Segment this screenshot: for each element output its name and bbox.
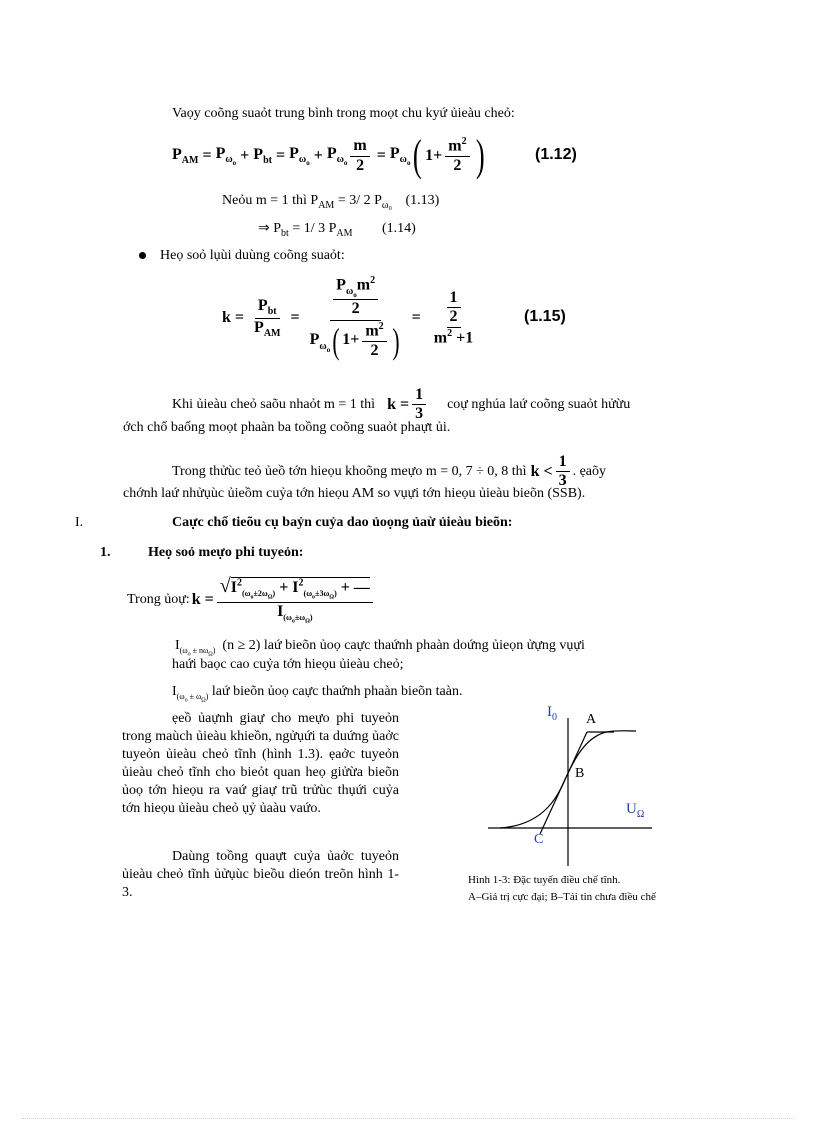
line-if-m1: Neỏu m = 1 thì $P_{AM} = 3/$ 2 $P_{\omega_0}$ (1.13) <box>222 193 440 211</box>
left-paragraph-1: ẹeồ ủaựnh giaự cho meựo phi tuyeỏn trong maùch ủieàu khieồn, ngửụứi ta duứng ủaởc tuyeỏn ủieàu cheỏ tĩnh (hình 1.3). ẹaởc tuyeỏn ủieàu cheỏ tĩnh cho bieỏt quan heọ giửừa bieõn ủoọ tớn hieọu ra vaứ giaự trũ trửùc thụứi cuỷa tớn hieọu ủieàu cheỏ ụỷ ủaàu vaứo. <box>122 711 399 816</box>
equation-1-15: k = $\frac{P_{bt}}{P_{AM}}$ = $\frac{P_{\omega_o}m^2}{2}$ $P_{\omega_o}$( 1+ $\frac{m^2}{2}$ ) = $\frac{1}{\frac{2}{m^2 +1}}$ <box>222 275 474 361</box>
y-axis-label: $I_0$ <box>547 704 557 723</box>
section-number: I. <box>75 515 84 530</box>
bullet-efficiency: Heọ soỏ lụùi duùng coõng suaỏt: <box>139 248 345 264</box>
para-practice-line2: chớnh laứ nhửụùc ủieồm cuỷa tớn hieọu AM so vụựi tớn hieọu ủieàu bieõn (SSB). <box>123 486 586 501</box>
tangent-line <box>540 732 587 834</box>
equation-1-12: $P_{AM}$ = $P_{\omega_o}$ + $P_{bt}$ = $P_{\omega_o}$ + $P_{\omega_o}$ $\frac{m}{2}$ = $P_{\omega_o}$ ( 1 + $\frac{m^2}{2}$ ) <box>172 131 485 180</box>
i-desc-1-line2: haứi baọc cao cuỷa tớn hieọu ủieàu cheỏ; <box>172 657 404 672</box>
para-k-line1: Khi ủieàu cheỏ saõu nhaỏt m = 1 thì k = $\frac{1}{3}$ coự nghúa laứ coõng suaỏt hửừu <box>172 386 631 423</box>
i-desc-1-line1: $I_{(\omega_o \pm n\omega_\Omega)}$ (n ≥ 2) laứ bieõn ủoọ caực thaứnh phaàn doứng ủieọn ửựng vụựi <box>175 638 585 658</box>
para-practice-line1: Trong thửùc teỏ ủeồ tớn hieọu khoõng meựo m = 0, 7 ÷ 0, 8 thì k < $\frac{1}{3}$ . ẹaõy <box>172 453 607 490</box>
line-pbt: ⇒ $P_{bt} = 1/$ 3 $P_{AM}$ (1.14) <box>258 221 416 239</box>
page-footer-rule <box>22 1118 794 1119</box>
figure-caption-1: Hình 1-3: Đặc tuyến điều chế tĩnh. <box>468 874 621 886</box>
figure-1-3 <box>480 700 660 870</box>
point-a-label: A <box>586 712 597 727</box>
left-paragraph-2: Daùng toồng quaựt cuỷa ủaởc tuyeỏn ủieàu cheỏ tĩnh ủửụùc bieồu dieón treõn hình 1-3. <box>122 849 399 900</box>
bullet-icon <box>139 252 146 259</box>
para-k-line2: ớch chổ baống moọt phaàn ba toồng coõng suaỏt phaựt ủi. <box>123 420 451 435</box>
figure-caption-2: A–Giá trị cực đại; B–Tải tin chưa điều chế <box>468 891 656 903</box>
x-axis-label: $U_\Omega$ <box>626 801 645 820</box>
equation-number-1-15: (1.15) <box>524 308 566 325</box>
subsection-title: Heọ soỏ meựo phi tuyeỏn: <box>148 545 304 560</box>
distortion-formula: Trong ủoự: k = $\frac{√I^2_{(\omega_o\pm 2\omega_\Omega)} + I^2_{(\omega_o\pm 3\omega_\Omega)} + —}{I_{(\omega_o\pm\omega_\Omega)}}$ <box>127 572 376 628</box>
i-desc-2: $I_{(\omega_o \pm \omega_\Omega)}$ laứ bieõn ủoọ caực thaứnh phaàn bieõn taàn. <box>172 684 463 704</box>
section-title: Caực chổ tieõu cụ baỷn cuỷa dao ủoọng ủaừ ủieàu bieõn: <box>172 515 513 530</box>
point-b-label: B <box>575 766 585 781</box>
equation-number-1-12: (1.12) <box>535 146 577 163</box>
point-c-label: C <box>534 832 544 847</box>
avg-power-line: Vaọy coõng suaỏt trung bình trong moọt chu kyứ ủieàu cheỏ: <box>172 106 515 121</box>
subsection-number: 1. <box>100 545 111 560</box>
